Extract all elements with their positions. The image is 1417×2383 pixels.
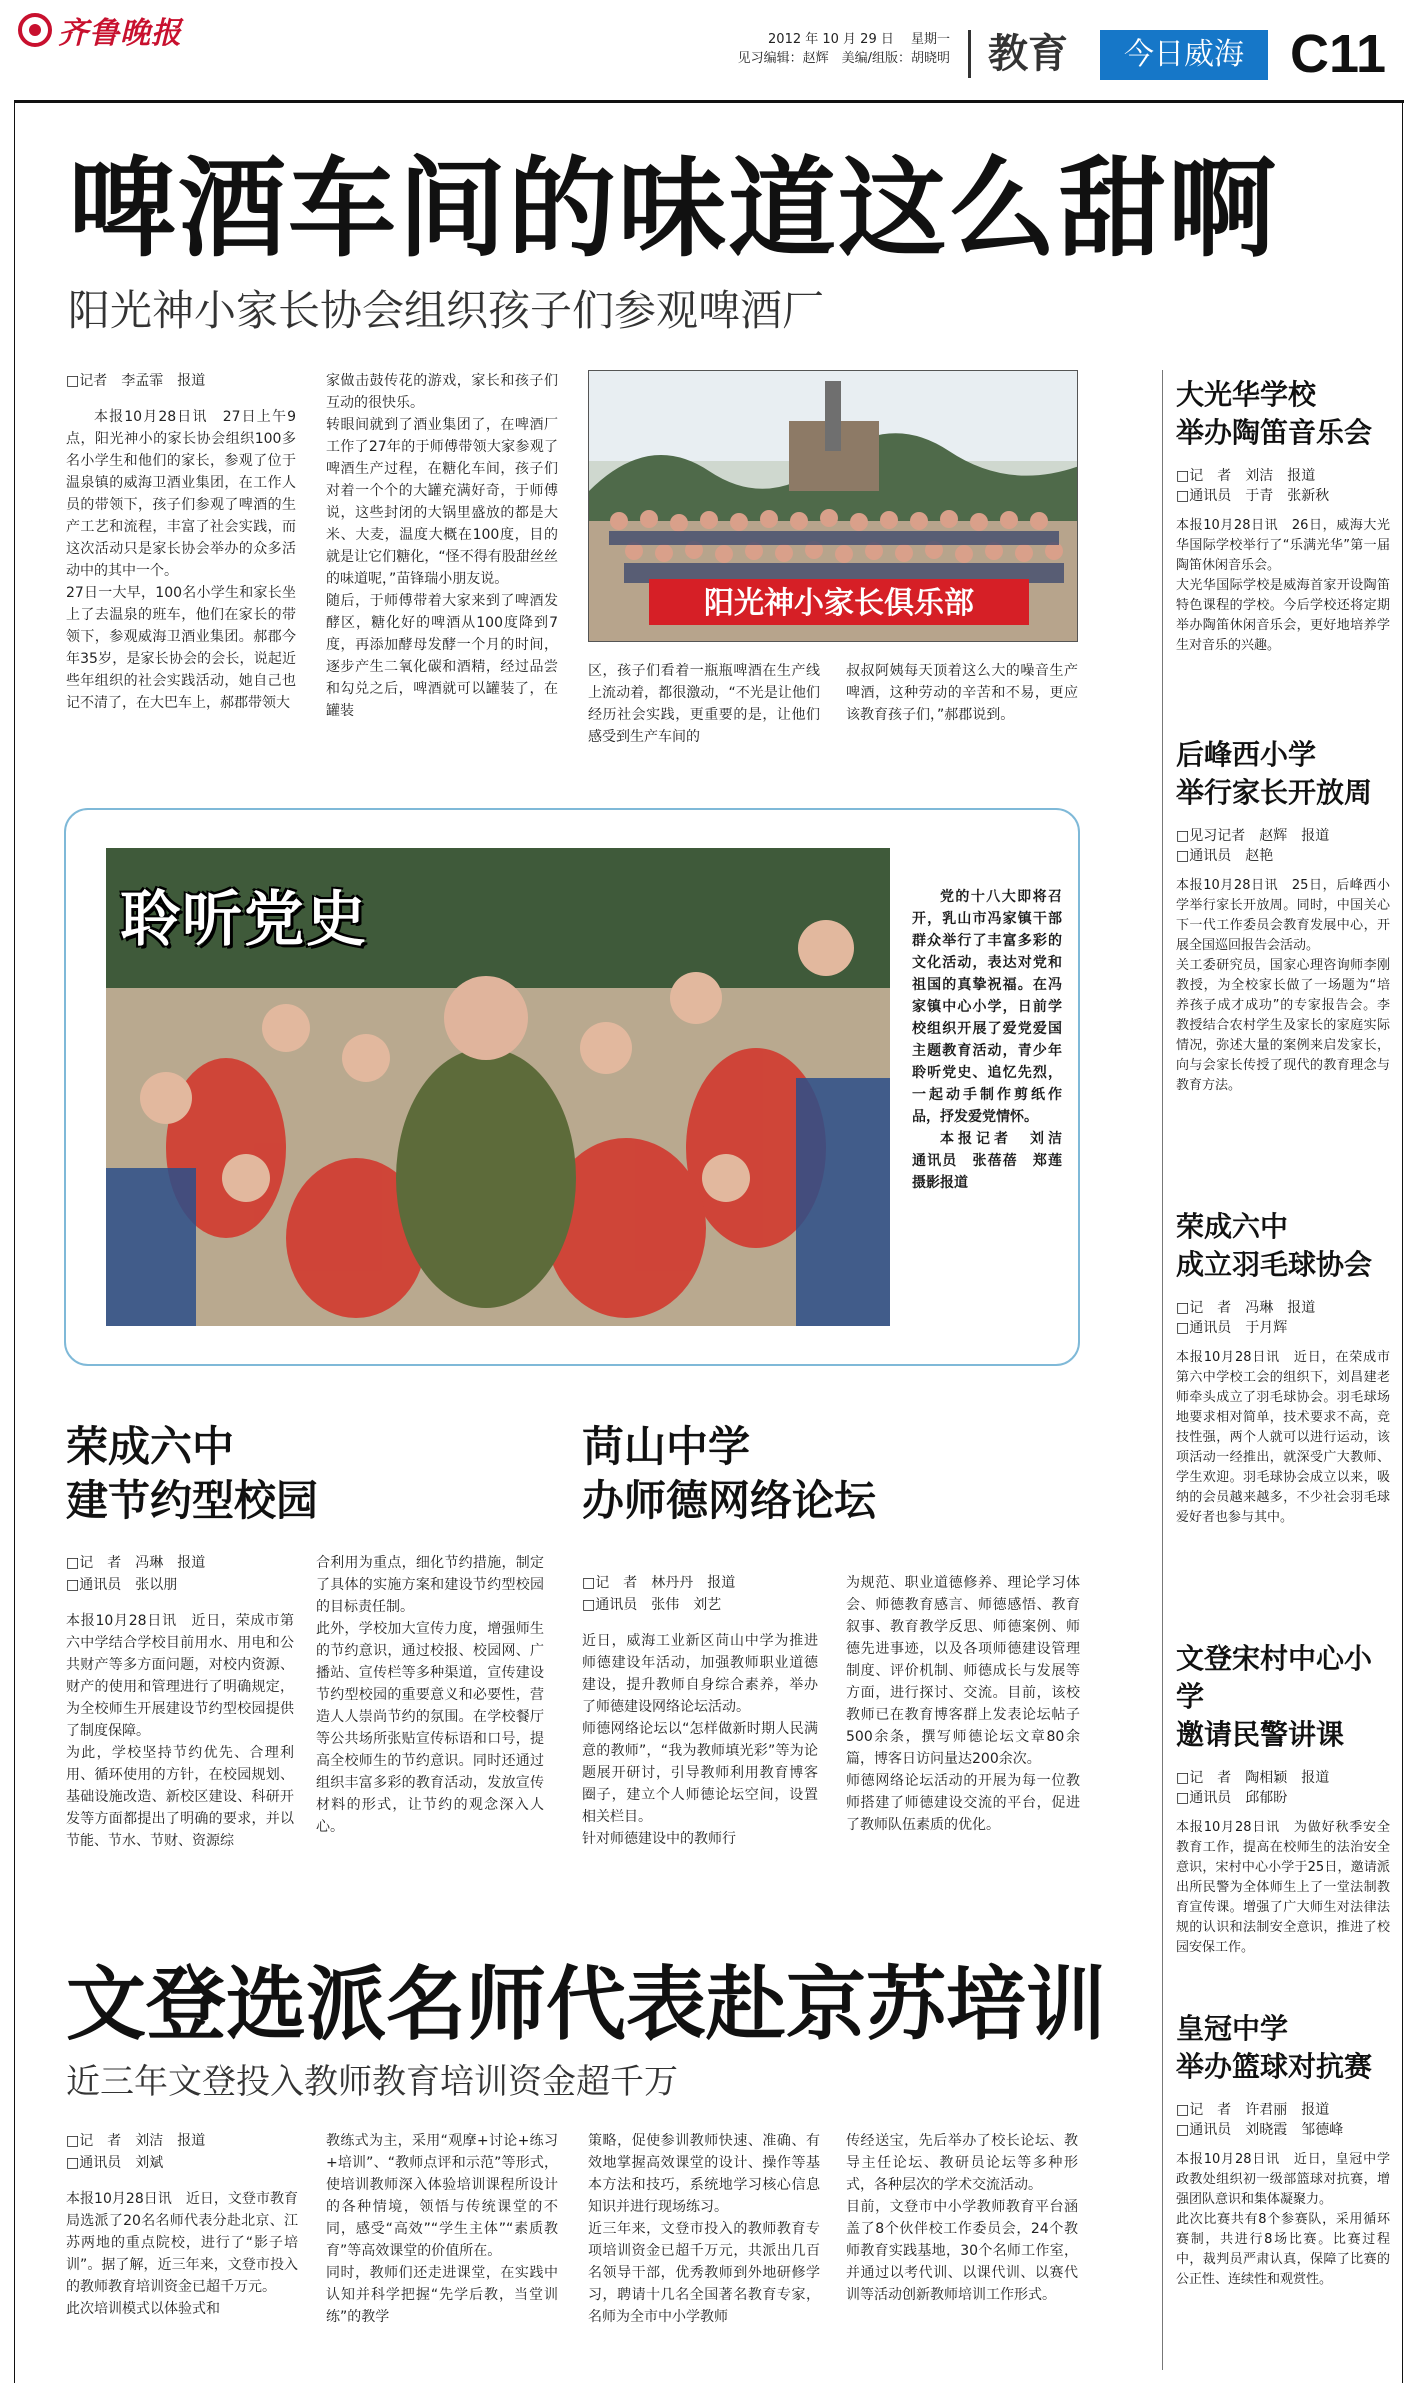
article-rongcheng [66, 1420, 546, 1528]
brief-5-byline: □记 者 许君丽 报道 □通讯员 刘晓霞 邹德峰 [1176, 2102, 1344, 2138]
brief-5-title-1: 皇冠中学 [1176, 2012, 1289, 2045]
sidebar-divider [1162, 370, 1163, 2370]
article-rongcheng-text-1: 本报10月28日讯 近日，荣成市第六中学结合学校目前用水、用电和公共财产等多方面问题，对校内资源、财产的使用和管理进行了明确规定，为全校师生开展建设节约型校园提供了制度保障。 为此，学校坚持节约优先、合理利用、循环使用的方针，在校园规划、基础设施改造、新校区建设、科研开发等方面都提出了明确的要求，并以节能、节水、节财、资源综 [66, 1613, 294, 1849]
sidebar-brief-3 [1176, 1208, 1390, 1528]
brief-1-title-2: 举办陶笛音乐会 [1176, 416, 1373, 449]
lead-col-2 [326, 370, 558, 722]
article-gushan-col-2 [846, 1572, 1080, 1836]
article-wendeng-byline: □记 者 刘洁 报道 □通讯员 刘斌 [66, 2133, 206, 2171]
sidebar-brief-2 [1176, 736, 1390, 1096]
brief-2-title-2: 举行家长开放周 [1176, 776, 1373, 809]
article-gushan-text-2: 为规范、职业道德修养、理论学习体会、师德教育感言、师德感悟、教育叙事、教育教学反思、师德案例、师德先进事迹，以及各项师德建设管理制度、评价机制、师德成长与发展等方面，进行探讨、交流。目前，该校教师已在教育博客群上发表论坛帖子500余条，撰写师德论坛文章80余篇，博客日访问量达200余次。 师德网络论坛活动的开展为每一位教师搭建了师德建设交流的平台，促进了教师队伍素质的优化。 [846, 1575, 1080, 1833]
brief-4-text: 本报10月28日讯 为做好秋季安全教育工作，提高在校师生的法治安全意识，宋村中心小学于25日，邀请派出所民警为全体师生上了一堂法制教育宣传课。增强了广大师生对法律法规的认识和法制安全意识，推进了校园安保工作。 [1176, 1820, 1390, 1955]
lead-byline: □记者 李孟霏 报道 [66, 373, 206, 389]
photo-banner-text: 阳光神小家长俱乐部 [704, 586, 974, 621]
frame-right [1402, 103, 1403, 2383]
brief-1-title-1: 大光华学校 [1176, 378, 1317, 411]
feature-credit: 本报记者 刘洁 通讯员 张蓓蓓 郑莲 摄影报道 [912, 1131, 1076, 1191]
article-wendeng-text-4: 传经送宝，先后举办了校长论坛、教导主任论坛、教研员论坛等多种形式，各种层次的学术交流活动。 目前，文登市中小学教师教育平台涵盖了8个伙伴校工作委员会，24个教师教育实践基地，30个名师工作室，并通过以考代训、以课代训、以赛代训等活动创新教师培训工作形式。 [846, 2133, 1078, 2303]
article-rongcheng-title-2: 建节约型校园 [66, 1476, 319, 1525]
frame-left [14, 103, 15, 2383]
masthead-meta [730, 30, 950, 68]
sidebar-brief-1 [1176, 376, 1390, 656]
article-gushan-title-1: 苘山中学 [582, 1422, 751, 1471]
logo-emblem-icon [18, 13, 52, 47]
article-rongcheng-col-1 [66, 1552, 294, 1852]
brief-2-byline: □见习记者 赵辉 报道 □通讯员 赵艳 [1176, 828, 1330, 864]
lead-subheadline: 阳光神小家长协会组织孩子们参观啤酒厂 [68, 286, 825, 335]
brief-3-title-1: 荣成六中 [1176, 1210, 1289, 1243]
masthead-logo [18, 8, 218, 52]
top-rule [14, 100, 1404, 103]
lead-text-1: 本报10月28日讯 27日上午9点，阳光神小的家长协会组织100多名小学生和他们的家长，参观了位于温泉镇的威海卫酒业集团，在工作人员的带领下，孩子们参观了啤酒的生产工艺和流程，丰富了社会实践，而这次活动只是家长协会举办的众多活动中的其中一个。 27日一大早，100名小学生和家长坐上了去温泉的班车，他们在家长的带领下，参观威海卫酒业集团。郝郡今年35岁，是家长协会的会长，说起近些年组织的社会实践活动，她自己也记不清了，在大巴车上，郝郡带领大 [66, 409, 296, 711]
feature-body: 党的十八大即将召开，乳山市冯家镇干部群众举行了丰富多彩的文化活动，表达对党和祖国的真挚祝福。在冯家镇中心小学，日前学校组织开展了爱党爱国主题教育活动，青少年聆听党史、追忆先烈，一起动手制作剪纸作品，抒发爱党情怀。 [912, 889, 1062, 1125]
article-gushan [582, 1420, 1082, 1528]
sidebar-brief-4 [1176, 1640, 1390, 1958]
page-number: C11 [1290, 24, 1387, 84]
brief-4-title-1: 文登宋村中心小学 [1176, 1642, 1373, 1713]
brief-3-title-2: 成立羽毛球协会 [1176, 1248, 1373, 1281]
brief-1-text: 本报10月28日讯 26日，威海大光华国际学校举行了“乐满光华”第一届陶笛休闲音乐会。 大光华国际学校是威海首家开设陶笛特色课程的学校。今后学校还将定期举办陶笛休闲音乐会，更好地培养学生对音乐的兴趣。 [1176, 518, 1390, 653]
sidebar-brief-5 [1176, 2010, 1390, 2290]
article-rongcheng-text-2: 合利用为重点，细化节约措施，制定了具体的实施方案和建设节约型校园的目标责任制。 此外，学校加大宣传力度，增强师生的节约意识，通过校报、校园网、广播站、宣传栏等多种渠道，宣传建设节约型校园的重要意义和必要性，营造人人崇尚节约的氛围。在学校餐厅等公共场所张贴宣传标语和口号，提高全校师生的节约意识。同时还通过组织丰富多彩的教育活动，发放宣传材料的形式，让节约的观念深入人心。 [316, 1555, 544, 1835]
article-gushan-title-2: 办师德网络论坛 [582, 1476, 877, 1525]
article-gushan-col-1 [582, 1572, 818, 1850]
article-rongcheng-title-1: 荣成六中 [66, 1422, 235, 1471]
lead-col-1 [66, 370, 296, 714]
logo-text: 齐鲁晚报 [58, 16, 182, 51]
article-wendeng-text-2: 教练式为主，采用“观摩+讨论+练习+培训”、“教师点评和示范”等形式，使培训教师深入体验培训课程所设计的各种情境，领悟与传统课堂的不同，感受“高效”“学生主体”“素质教育”等高效课堂的价值所在。 同时，教师们还走进课堂，在实践中认知并科学把握“先学后教，当堂训练”的教学 [326, 2133, 558, 2325]
article-wendeng-col-2 [326, 2130, 558, 2328]
article-wendeng-text-3: 策略，促使参训教师快速、准确、有效地掌握高效课堂的设计、操作等基本方法和技巧，系统地学习核心信息知识并进行现场练习。 近三年来，文登市投入的教师教育专项培训资金已超千万元，共派出几百名领导干部，优秀教师到外地研修学习，聘请十几名全国著名教育专家，名师为全市中小学教师 [588, 2133, 820, 2325]
article-gushan-text-1: 近日，威海工业新区苘山中学为推进师德建设年活动，加强教师职业道德建设，提升教师自身综合素养，举办了师德建设网络论坛活动。 师德网络论坛以“怎样做新时期人民满意的教师”，“我为教师填光彩”等为论题展开研讨，引导教师利用教育博客圈子，建立个人师德论坛空间，设置相关栏目。 针对师德建设中的教师行 [582, 1633, 818, 1847]
article-rongcheng-col-2 [316, 1552, 544, 1838]
brief-3-byline: □记 者 冯琳 报道 □通讯员 于月辉 [1176, 1300, 1316, 1336]
article-wendeng-col-1 [66, 2130, 298, 2320]
lead-col-4 [846, 660, 1078, 726]
lead-text-3: 区，孩子们看着一瓶瓶啤酒在生产线上流动着，都很激动，“不光是让他们经历社会实践，更重要的是，让他们感受到生产车间的 [588, 663, 820, 745]
brief-2-title-1: 后峰西小学 [1176, 738, 1317, 771]
article-gushan-byline: □记 者 林丹丹 报道 □通讯员 张伟 刘艺 [582, 1575, 736, 1613]
section-name: 教育 [988, 31, 1068, 77]
group-photo-illustration [589, 371, 1078, 642]
brief-4-byline: □记 者 陶相颖 报道 □通讯员 邱郁盼 [1176, 1770, 1330, 1806]
brief-5-text: 本报10月28日讯 近日，皇冠中学政教处组织初一级部篮球对抗赛，增强团队意识和集体凝聚力。 此次比赛共有8个参赛队，采用循环赛制，共进行8场比赛。比赛过程中，裁判员严肃认真，保障了比赛的公正性、连续性和观赏性。 [1176, 2152, 1390, 2287]
brief-4-title-2: 邀请民警讲课 [1176, 1718, 1345, 1751]
brief-3-text: 本报10月28日讯 近日，在荣成市第六中学校工会的组织下，刘昌建老师牵头成立了羽毛球协会。羽毛球场地要求相对简单，技术要求不高，竞技性强，两个人就可以进行运动，该项活动一经推出，就深受广大教师、学生欢迎。羽毛球协会成立以来，吸纳的会员越来越多，不少社会羽毛球爱好者也参与其中。 [1176, 1350, 1390, 1525]
brief-2-text: 本报10月28日讯 25日，后峰西小学举行家长开放周。同时，中国关心下一代工作委员会教育发展中心，开展全国巡回报告会活动。 关工委研究员，国家心理咨询师李刚教授，为全校家长做了一场题为“培养孩子成才成功”的专家报告会。李教授结合农村学生及家长的家庭实际情况，弥述大量的案例来启发家长，向与会家长传授了现代的教育理念与教育方法。 [1176, 878, 1390, 1093]
masthead-divider [968, 30, 971, 78]
feature-photo-title: 聆听党史 [120, 885, 368, 955]
article-wendeng-text-1: 本报10月28日讯 近日，文登市教育局选派了20名名师代表分赴北京、江苏两地的重点院校，进行了“影子培训”。据了解，近三年来，文登市投入的教师教育培训资金已超千万元。 此次培训模式以体验式和 [66, 2191, 298, 2317]
date-line: 2012 年 10 月 29 日 星期一 [768, 32, 950, 47]
lead-text-2: 家做击鼓传花的游戏，家长和孩子们互动的很快乐。 转眼间就到了酒业集团了，在啤酒厂工作了27年的于师傅带领大家参观了啤酒生产过程，在糖化车间，孩子们对着一个个的大罐充满好奇，于师傅说，这些封闭的大锅里盛放的都是大米、大麦，温度大概在100度，目的就是让它们糖化，“怪不得有股甜丝丝的味道呢，”苗锋瑞小朋友说。 随后，于师傅带着大家来到了啤酒发酵区，糖化好的啤酒从100度降到7度，再添加酵母发酵一个月的时间，逐步产生二氧化碳和酒精，经过品尝和勾兑之后，啤酒就可以罐装了，在罐装 [326, 373, 558, 719]
lead-photo [588, 370, 1078, 642]
brief-1-byline: □记 者 刘洁 报道 □通讯员 于青 张新秋 [1176, 468, 1330, 504]
article-wendeng-col-3 [588, 2130, 820, 2328]
article-wendeng-col-4 [846, 2130, 1078, 2306]
section-badge: 今日威海 [1100, 30, 1268, 80]
article-wendeng-subheadline: 近三年文登投入教师教育培训资金超千万 [66, 2062, 678, 2102]
article-wendeng-headline: 文登选派名师代表赴京苏培训 [66, 1958, 1106, 2051]
brief-5-title-2: 举办篮球对抗赛 [1176, 2050, 1373, 2083]
editors-line: 见习编辑：赵辉 美编/组版：胡晓明 [737, 51, 950, 66]
lead-text-4: 叔叔阿姨每天顶着这么大的噪音生产啤酒，这种劳动的辛苦和不易，更应该教育孩子们，”郝郡说到。 [846, 663, 1078, 723]
feature-text [912, 886, 1076, 1194]
lead-col-3 [588, 660, 820, 748]
lead-headline: 啤酒车间的味道这么甜啊 [68, 147, 1279, 272]
article-rongcheng-byline: □记 者 冯琳 报道 □通讯员 张以朋 [66, 1555, 206, 1593]
